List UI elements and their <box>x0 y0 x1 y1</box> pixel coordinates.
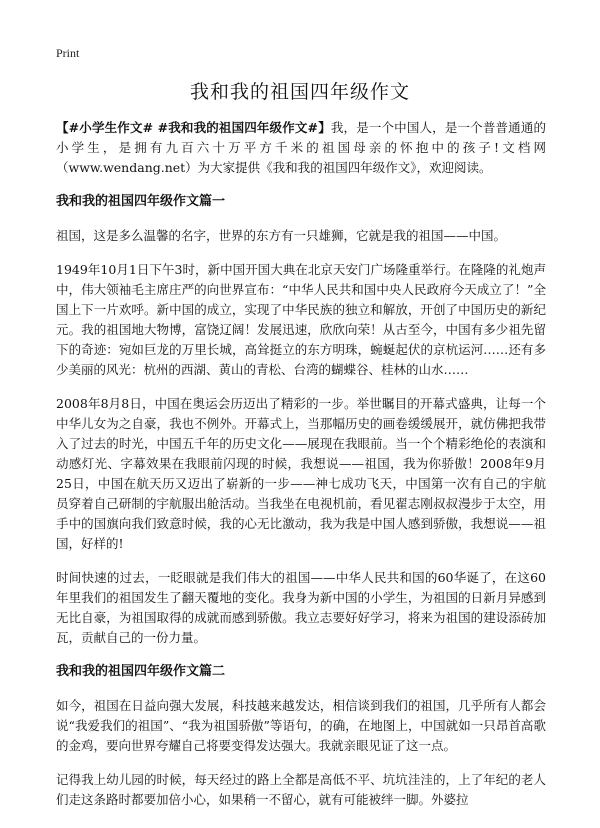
intro-paragraph <box>56 118 546 178</box>
intro-tag: 【#小学生作文# #我和我的祖国四年级作文#】 <box>56 120 331 135</box>
section-1-paragraph-1: 祖国，这是多么温馨的名字，世界的东方有一只雄狮，它就是我的祖国——中国。 <box>56 228 507 243</box>
section-2-paragraph-1: 如今，祖国在日益向强大发展，科技越来越发达，相信谈到我们的祖国，几乎所有人都会说“我爱我们的祖国”、“我为祖国骄傲”等语句，的确，在地图上，中国就如一只昂首高歌的金鸡，要向世界夸耀自己将要变得发达强大。我就亲眼见证了这一点。 <box>56 698 546 753</box>
section-1-paragraph-2: 1949年10月1日下午3时，新中国开国大典在北京天安门广场隆重举行。在隆隆的礼炮声中，伟大领袖毛主席庄严的向世界宣布：“中华人民共和国中央人民政府今天成立了！”全国上下一片欢呼。新中国的成立，实现了中华民族的独立和解放，开创了中国历史的新纪元。我的祖国地大物博，富饶辽阔！发展迅速，欣欣向荣！从古至今，中国有多少祖先留下的奇迹：宛如巨龙的万里长城，高耸挺立的东方明珠，蜿蜒起伏的京杭运河……还有多少美丽的风光：杭州的西湖、黄山的青松、台湾的蝴蝶谷、桂林的山水…… <box>56 262 546 377</box>
article-body <box>56 118 546 824</box>
section-heading-2: 我和我的祖国四年级作文篇二 <box>56 664 226 679</box>
print-label: Print <box>56 46 80 60</box>
section-1-paragraph-3: 2008年8月8日，中国在奥运会历迈出了精彩的一步。举世瞩目的开幕式盛典，让每一个中华儿女为之自豪，我也不例外。开幕式上，当那幅历史的画卷缓缓展开，就仿佛把我带入了过去的时光，中国五千年的历史文化——展现在我眼前。当一个个精彩绝伦的表演和动感灯光、字幕效果在我眼前闪现的时候，我想说——祖国，我为你骄傲！2008年9月25日，中国在航天历又迈出了崭新的一步——神七成功飞天，中国第一次有自己的宇航员穿着自己研制的宇航服出舱活动。当我坐在电视机前，看见翟志刚叔叔漫步于太空，用手中的国旗向我们致意时候，我的心无比激动，我为我是中国人感到骄傲，我想说——祖国，好样的! <box>56 396 546 551</box>
page-title: 我和我的祖国四年级作文 <box>189 81 410 103</box>
section-heading-1: 我和我的祖国四年级作文篇一 <box>56 194 226 209</box>
section-1-paragraph-4: 时间快速的过去，一眨眼就是我们伟大的祖国——中华人民共和国的60华诞了，在这60年里我们的祖国发生了翻天覆地的变化。我身为新中国的小学生，为祖国的日新月异感到无比自豪，为祖国取得的成就而感到骄傲。我立志要好好学习，将来为祖国的建设添砖加瓦，贡献自己的一份力量。 <box>56 570 546 645</box>
intro-text: 我，是一个中国人，是一个普普通通的小学生，是拥有九百六十万平方千米的祖国母亲的怀抱中的孩子!文档网（www.wendang.net）为大家提供《我和我的祖国四年级作文》，欢迎阅读。 <box>56 120 546 175</box>
section-2-paragraph-2: 记得我上幼儿园的时候，每天经过的路上全都是高低不平、坑坑洼洼的，上了年纪的老人们走这条路时都要加倍小心，如果稍一不留心，就有可能被绊一脚。外婆拉 <box>56 772 546 807</box>
